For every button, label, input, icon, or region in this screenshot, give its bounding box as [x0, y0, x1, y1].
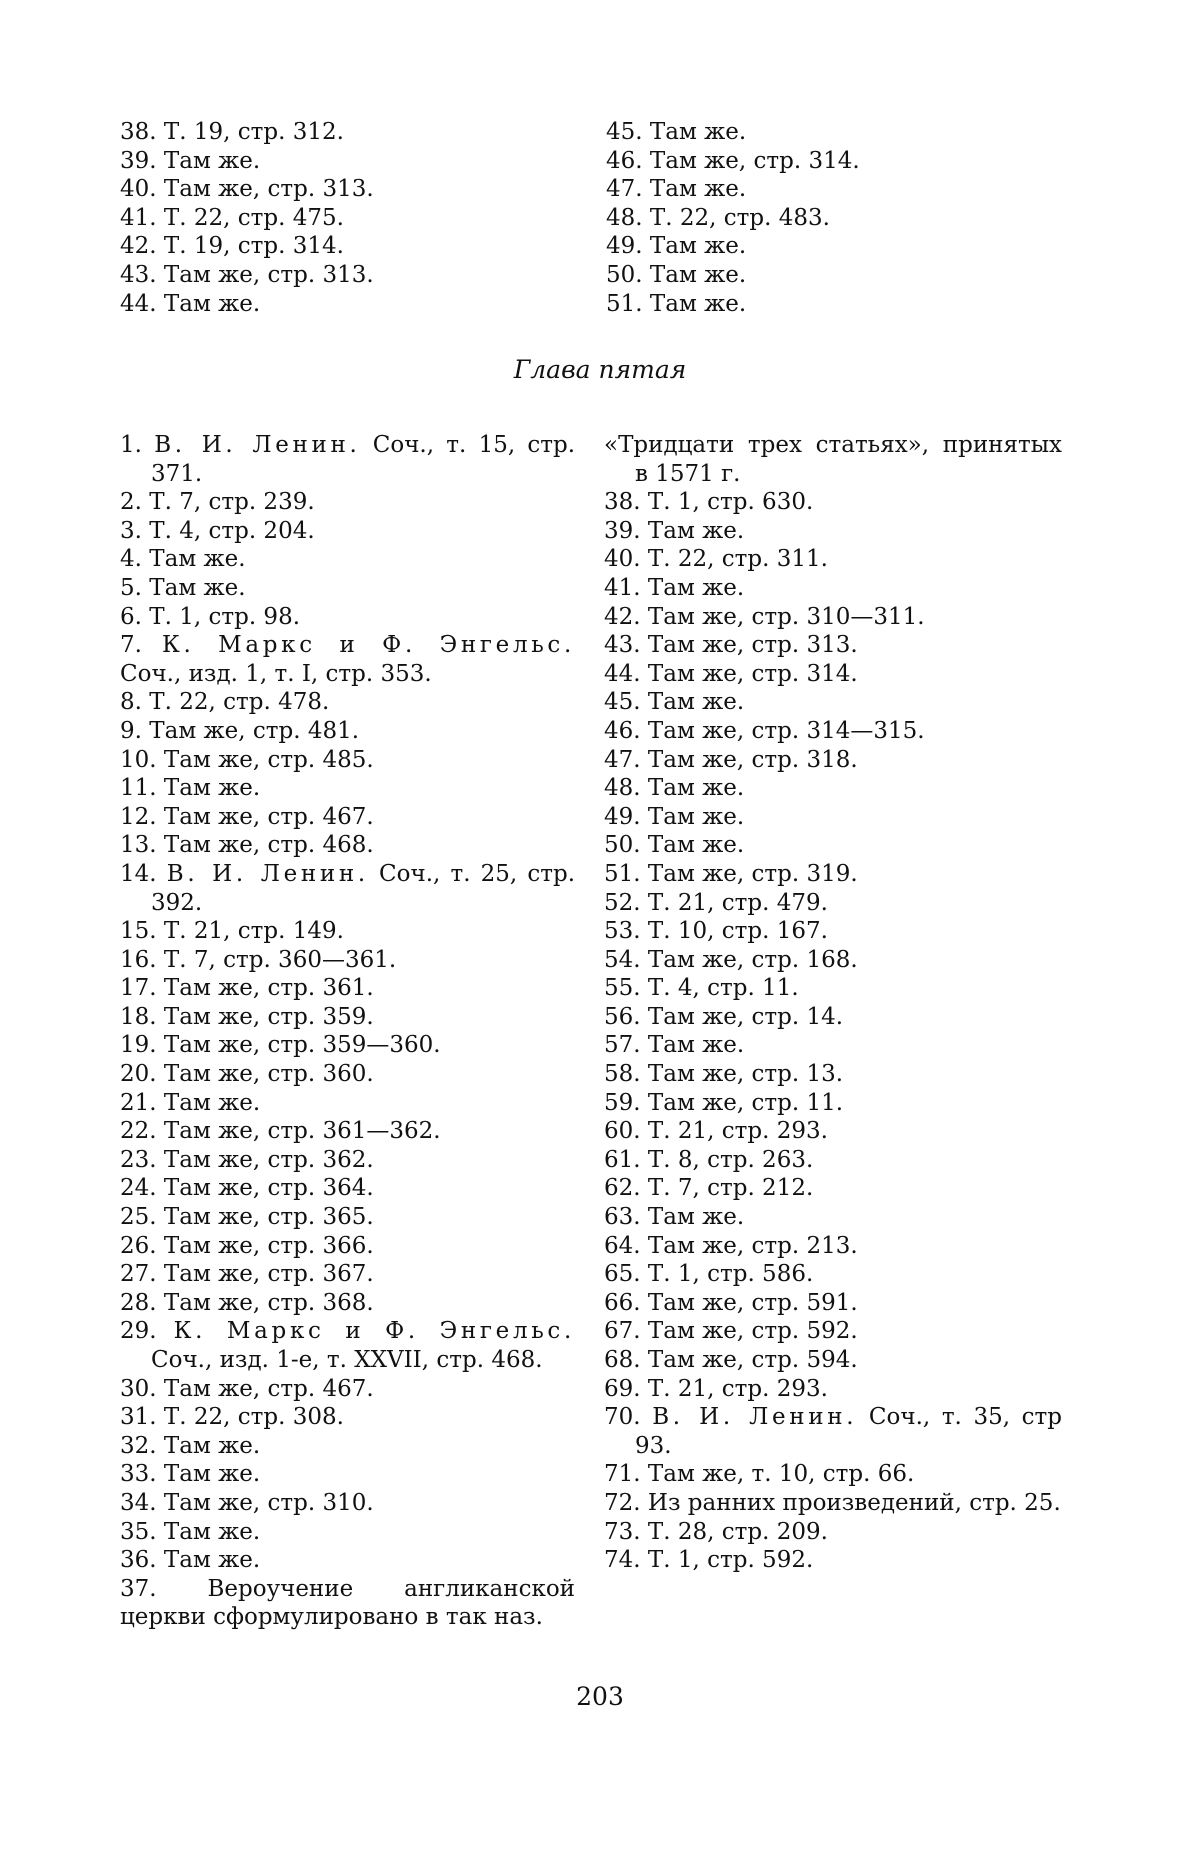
list-item: 58. Там же, стр. 13. [604, 1061, 844, 1088]
list-item: 39. Там же. [120, 147, 261, 174]
list-item: 60. Т. 21, стр. 293. [604, 1118, 828, 1145]
list-item: 33. Там же. [120, 1461, 261, 1488]
list-item: 49. Там же. [606, 233, 747, 260]
list-item: 7. К. Маркс и Ф. Энгельс. Соч., изд. 1, т. I, стр. 353. [120, 632, 575, 687]
list-item: 57. Там же. [604, 1032, 745, 1059]
list-item: 20. Там же, стр. 360. [120, 1061, 374, 1088]
list-item: 9. Там же, стр. 481. [120, 717, 360, 744]
list-item: 38. Т. 1, стр. 630. [604, 489, 814, 516]
list-item: 62. Т. 7, стр. 212. [604, 1175, 814, 1202]
list-item: 45. Там же. [606, 119, 747, 145]
list-item: 14. В. И. Ленин. Соч., т. 25, стр. 392. [120, 860, 576, 916]
list-item: 3. Т. 4, стр. 204. [120, 517, 315, 544]
list-item: 8. Т. 22, стр. 478. [120, 689, 330, 716]
list-item: 66. Там же, стр. 591. [604, 1289, 858, 1316]
list-item: 24. Там же, стр. 364. [120, 1175, 374, 1202]
list-item: 17. Там же, стр. 361. [120, 975, 374, 1002]
list-item: 38. Т. 19, стр. 312. [120, 119, 344, 145]
list-item: 63. Там же. [604, 1204, 745, 1231]
list-item: 42. Т. 19, стр. 314. [120, 233, 344, 260]
list-item: 36. Там же. [120, 1547, 261, 1574]
list-item: 5. Там же. [120, 574, 246, 601]
list-item: 69. Т. 21, стр. 293. [604, 1375, 828, 1402]
list-item: 46. Там же, стр. 314. [606, 147, 860, 174]
list-item: 51. Там же. [606, 290, 747, 317]
list-item: 48. Т. 22, стр. 483. [606, 204, 830, 231]
list-item: 31. Т. 22, стр. 308. [120, 1404, 344, 1431]
list-item-continuation: «Тридцати трех статьях», принятых в 1571 г. [604, 432, 1062, 487]
list-item: 51. Там же, стр. 319. [604, 860, 858, 887]
list-item: 23. Там же, стр. 362. [120, 1146, 374, 1173]
list-item: 29. К. Маркс и Ф. Энгельс. Соч., изд. 1-е, т. XXVII, стр. 468. [120, 1318, 575, 1373]
list-item: 43. Там же, стр. 313. [120, 261, 374, 288]
list-item: 73. Т. 28, стр. 209. [604, 1518, 828, 1545]
page-number: 203 [576, 1682, 624, 1711]
list-item: 6. Т. 1, стр. 98. [120, 603, 301, 630]
list-item: 65. Т. 1, стр. 586. [604, 1261, 814, 1288]
list-item: 26. Там же, стр. 366. [120, 1232, 374, 1259]
list-item: 32. Там же. [120, 1432, 261, 1459]
list-item: 42. Там же, стр. 310—311. [604, 603, 925, 630]
list-item: 64. Там же, стр. 213. [604, 1232, 858, 1259]
list-item: 53. Т. 10, стр. 167. [604, 918, 828, 945]
list-item: 47. Там же. [606, 176, 747, 203]
list-item: 72. Из ранних произведений, стр. 25. [604, 1489, 1061, 1516]
list-item: 25. Там же, стр. 365. [120, 1204, 374, 1231]
list-item: 46. Там же, стр. 314—315. [604, 717, 925, 744]
list-item: 10. Там же, стр. 485. [120, 746, 374, 773]
notes-column-left [120, 431, 575, 1632]
list-item: 59. Там же, стр. 11. [604, 1089, 844, 1116]
list-item: 70. В. И. Ленин. Соч., т. 35, стр 93. [604, 1404, 1063, 1459]
list-item: 50. Там же. [604, 832, 745, 859]
list-item: 55. Т. 4, стр. 11. [604, 975, 799, 1002]
list-item: 49. Там же. [604, 803, 745, 830]
list-item: 74. Т. 1, стр. 592. [604, 1547, 814, 1574]
list-item: 34. Там же, стр. 310. [120, 1489, 374, 1516]
list-item: 44. Там же, стр. 314. [604, 660, 858, 687]
list-item: 27. Там же, стр. 367. [120, 1261, 374, 1288]
list-item: 48. Там же. [604, 775, 745, 802]
list-item: 39. Там же. [604, 517, 745, 544]
list-item: 45. Там же. [604, 689, 745, 716]
list-item: 50. Там же. [606, 261, 747, 288]
list-item: 40. Там же, стр. 313. [120, 176, 374, 203]
list-item: 68. Там же, стр. 594. [604, 1347, 858, 1373]
list-item: 40. Т. 22, стр. 311. [604, 546, 828, 573]
list-item: 43. Там же, стр. 313. [604, 632, 858, 659]
list-item: 30. Там же, стр. 467. [120, 1375, 374, 1402]
list-item: 41. Там же. [604, 574, 745, 601]
list-item: 44. Там же. [120, 290, 261, 317]
list-item: 41. Т. 22, стр. 475. [120, 204, 344, 231]
list-item: 21. Там же. [120, 1089, 261, 1116]
chapter-heading: Глава пятая [513, 355, 687, 384]
top-notes-right [606, 118, 1046, 318]
list-item: 22. Там же, стр. 361—362. [120, 1118, 441, 1145]
list-item: 15. Т. 21, стр. 149. [120, 918, 344, 945]
list-item: 37. Вероучение англиканской церкви сформулировано в так наз. [120, 1575, 575, 1631]
top-notes-left [120, 118, 560, 318]
list-item: 2. Т. 7, стр. 239. [120, 489, 315, 516]
list-item: 54. Там же, стр. 168. [604, 946, 858, 973]
list-item: 19. Там же, стр. 359—360. [120, 1032, 441, 1059]
list-item: 11. Там же. [120, 775, 261, 802]
list-item: 35. Там же. [120, 1518, 261, 1545]
list-item: 67. Там же, стр. 592. [604, 1318, 858, 1345]
list-item: 16. Т. 7, стр. 360—361. [120, 946, 397, 973]
list-item: 52. Т. 21, стр. 479. [604, 889, 828, 916]
list-item: 61. Т. 8, стр. 263. [604, 1146, 814, 1173]
list-item: 13. Там же, стр. 468. [120, 832, 374, 859]
list-item: 47. Там же, стр. 318. [604, 746, 858, 773]
notes-column-right [604, 431, 1062, 1575]
list-item: 71. Там же, т. 10, стр. 66. [604, 1461, 915, 1488]
list-item: 1. В. И. Ленин. Соч., т. 15, стр. 371. [120, 432, 576, 487]
list-item: 18. Там же, стр. 359. [120, 1003, 374, 1030]
list-item: 4. Там же. [120, 546, 246, 573]
list-item: 12. Там же, стр. 467. [120, 803, 374, 830]
list-item: 28. Там же, стр. 368. [120, 1289, 374, 1316]
list-item: 56. Там же, стр. 14. [604, 1003, 844, 1030]
